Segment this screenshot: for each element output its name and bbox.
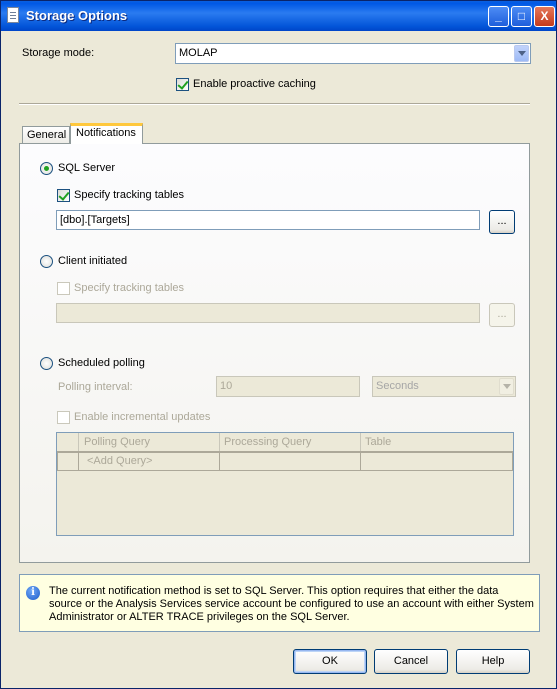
- tab-notifications-label: Notifications: [76, 127, 136, 139]
- sql-server-label: SQL Server: [58, 162, 116, 174]
- cancel-button[interactable]: Cancel: [374, 649, 448, 674]
- scheduled-polling-radio[interactable]: [40, 357, 53, 370]
- title-bar[interactable]: [1, 1, 556, 31]
- client-initiated-label: Client initiated: [58, 255, 128, 267]
- client-initiated-radio[interactable]: [40, 255, 53, 268]
- separator: [19, 103, 530, 105]
- storage-mode-select[interactable]: [175, 43, 531, 64]
- incremental-updates-checkbox[interactable]: [57, 411, 70, 424]
- proactive-caching-checkbox[interactable]: [176, 78, 189, 91]
- client-tracking-label: Specify tracking tables: [74, 282, 185, 294]
- sql-tables-field[interactable]: [56, 210, 480, 230]
- window-title: Storage Options: [26, 8, 128, 23]
- sql-tracking-label: Specify tracking tables: [74, 189, 185, 201]
- tab-general[interactable]: [22, 126, 70, 144]
- polling-unit-value: Seconds: [376, 380, 419, 392]
- minimize-button[interactable]: _: [488, 6, 509, 27]
- grid-column-header[interactable]: Processing Query: [220, 433, 361, 451]
- polling-unit-select[interactable]: [372, 376, 516, 397]
- polling-interval-field[interactable]: [216, 376, 360, 397]
- sql-tables-browse-button[interactable]: ...: [489, 210, 515, 234]
- grid-cell[interactable]: [220, 452, 361, 471]
- polling-query-grid[interactable]: [56, 432, 514, 536]
- storage-mode-label: Storage mode:: [22, 47, 95, 59]
- grid-add-query-cell[interactable]: <Add Query>: [79, 452, 220, 471]
- grid-row-selector[interactable]: [57, 452, 79, 471]
- help-button[interactable]: Help: [456, 649, 530, 674]
- client-tables-browse-button[interactable]: ...: [489, 303, 515, 327]
- info-icon: i: [26, 586, 40, 600]
- client-tables-field[interactable]: [56, 303, 480, 323]
- sql-tables-value: [dbo].[Targets]: [60, 214, 130, 226]
- document-icon: [7, 7, 19, 23]
- chevron-down-icon[interactable]: [514, 45, 529, 62]
- scheduled-polling-label: Scheduled polling: [58, 357, 145, 369]
- maximize-button[interactable]: □: [511, 6, 532, 27]
- polling-interval-value: 10: [220, 380, 233, 392]
- polling-interval-label: Polling interval:: [58, 381, 133, 393]
- client-tracking-checkbox[interactable]: [57, 282, 70, 295]
- chevron-down-icon[interactable]: [499, 378, 514, 395]
- storage-mode-value: MOLAP: [179, 47, 218, 59]
- info-message-text: The current notification method is set to SQL Server. This option requires that either the data source or the Analysis Services service account be configured to use an account with either System Administrator or ALTER TRACE privileges on the SQL Server.: [49, 585, 534, 623]
- sql-tracking-checkbox[interactable]: [57, 189, 70, 202]
- tab-general-label: General: [27, 129, 67, 141]
- sql-server-radio[interactable]: [40, 162, 53, 175]
- grid-column-header[interactable]: Table: [365, 436, 392, 448]
- ok-button[interactable]: OK: [293, 649, 367, 674]
- grid-cell[interactable]: [361, 452, 513, 471]
- incremental-updates-label: Enable incremental updates: [74, 411, 211, 423]
- grid-row-header: [57, 433, 79, 451]
- proactive-caching-label: Enable proactive caching: [193, 78, 316, 90]
- info-message: [19, 574, 540, 632]
- tab-notifications[interactable]: [70, 123, 143, 144]
- grid-column-header[interactable]: Polling Query: [79, 433, 220, 451]
- close-button[interactable]: X: [534, 6, 555, 27]
